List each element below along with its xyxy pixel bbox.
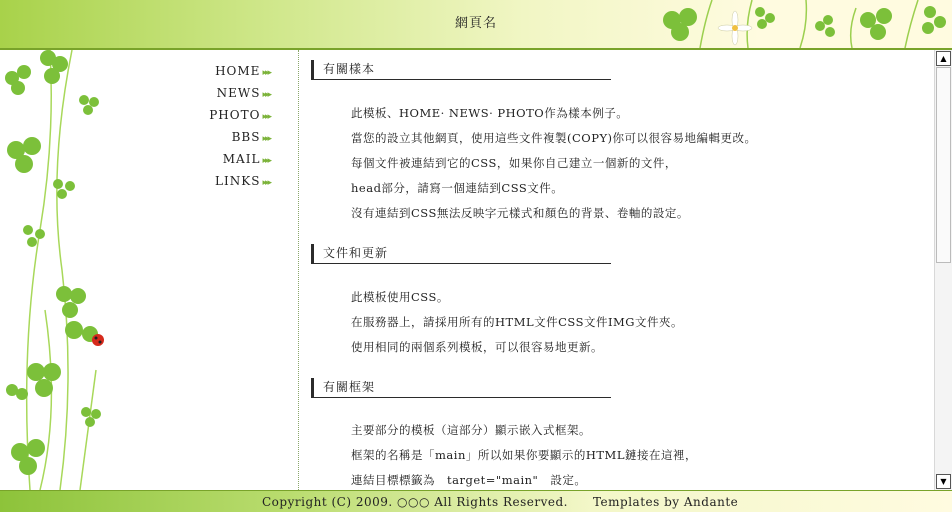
- nav-item-photo[interactable]: [150, 106, 270, 128]
- nav-item-label: LINKS: [215, 174, 261, 188]
- nav-item-label: MAIL: [222, 152, 261, 166]
- sidebar-nav: [150, 62, 270, 194]
- scroll-thumb[interactable]: [936, 67, 951, 263]
- scroll-up-button[interactable]: ▲: [936, 51, 951, 66]
- section-heading: 文件和更新: [311, 244, 611, 264]
- copyright-text: Copyright (C) 2009. ○○○ All Rights Reserved. Templates by Andante: [262, 495, 739, 509]
- arrow-right-icon: ▸▸▸: [262, 112, 270, 122]
- header-banner: [0, 0, 952, 50]
- arrow-right-icon: ▸▸▸: [262, 178, 270, 188]
- arrow-right-icon: ▸▸▸: [262, 156, 270, 166]
- left-clover-decoration: [0, 50, 120, 490]
- vertical-scrollbar[interactable]: [934, 50, 952, 490]
- nav-item-home[interactable]: [150, 62, 270, 84]
- nav-item-bbs[interactable]: [150, 128, 270, 150]
- nav-item-label: HOME: [215, 64, 261, 78]
- nav-item-label: PHOTO: [209, 108, 261, 122]
- section-heading: 有關樣本: [311, 60, 611, 80]
- arrow-right-icon: ▸▸▸: [262, 68, 270, 78]
- paragraph-line: 在服務器上，請採用所有的HTML文件CSS文件IMG文件夾。: [351, 315, 683, 329]
- paragraph-line: 沒有連結到CSS無法反映字元樣式和顏色的背景、卷軸的設定。: [351, 206, 689, 220]
- nav-item-news[interactable]: [150, 84, 270, 106]
- paragraph-line: head部分，請寫一個連結到CSS文件。: [351, 181, 564, 195]
- main-frame: [300, 50, 934, 490]
- clover-vine-icon: [0, 50, 120, 490]
- scroll-down-button[interactable]: ▼: [936, 474, 951, 489]
- paragraph-line: 主要部分的模板（這部分）顯示嵌入式框架。: [351, 423, 591, 437]
- page-title: 網頁名: [454, 16, 497, 31]
- paragraph-line: 此模板使用CSS。: [351, 290, 449, 304]
- nav-item-links[interactable]: [150, 172, 270, 194]
- nav-item-label: NEWS: [216, 86, 261, 100]
- paragraph-line: 使用相同的兩個系列模板，可以很容易地更新。: [351, 340, 603, 354]
- paragraph-line: 此模板、HOME· NEWS· PHOTO作為樣本例子。: [351, 106, 629, 120]
- section-heading: 有關框架: [311, 378, 611, 398]
- paragraph-line: 當您的設立其他網頁，使用這些文件複製(COPY)你可以很容易地編輯更改。: [351, 131, 757, 145]
- arrow-right-icon: ▸▸▸: [262, 134, 270, 144]
- nav-item-mail[interactable]: [150, 150, 270, 172]
- paragraph-line: 每個文件被連結到它的CSS，如果你自己建立一個新的文件，: [351, 156, 677, 170]
- paragraph-line: 連結目標標籤為 target="main" 設定。: [351, 473, 587, 487]
- nav-item-label: BBS: [231, 130, 261, 144]
- arrow-right-icon: ▸▸▸: [262, 90, 270, 100]
- frame-divider: [298, 50, 299, 490]
- paragraph-line: 框架的名稱是「main」所以如果你要顯示的HTML鏈接在這裡，: [351, 448, 697, 462]
- footer-bar: [0, 490, 952, 512]
